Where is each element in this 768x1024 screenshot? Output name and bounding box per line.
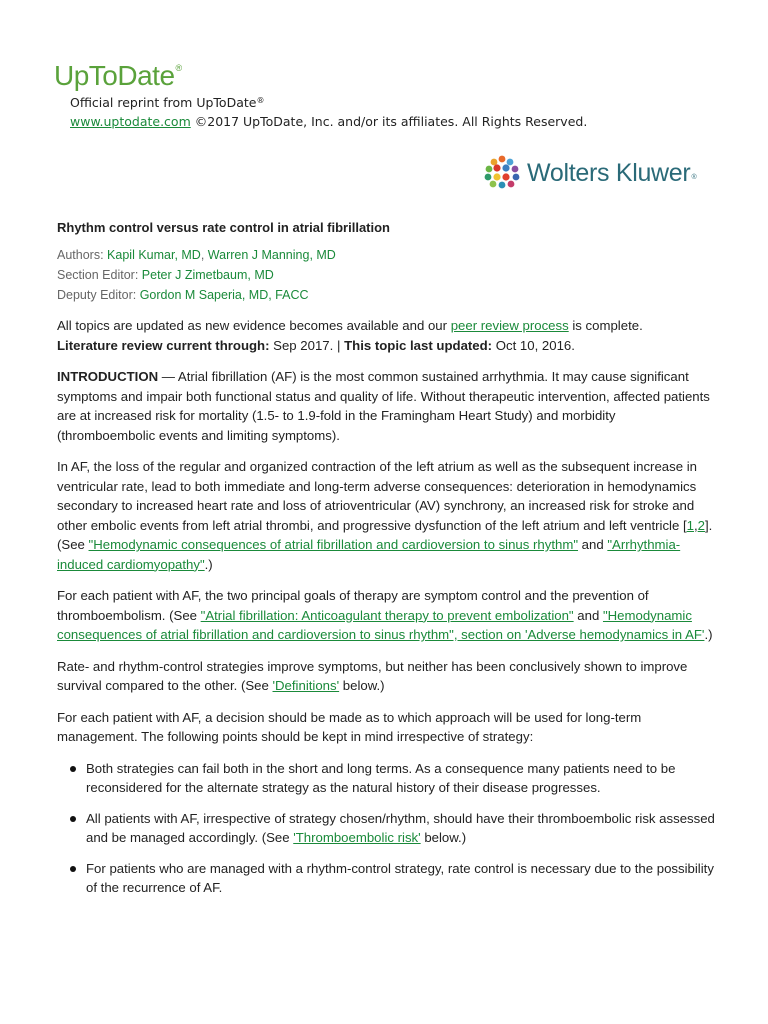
anticoagulant-therapy-link[interactable]: "Atrial fibrillation: Anticoagulant therapy to prevent embolization" [200, 607, 574, 623]
list-item [57, 809, 717, 848]
authors-line [57, 248, 336, 262]
introduction-text: — Atrial fibrillation (AF) is the most common sustained arrhythmia. It may cause significant symptoms and impair both functional status and quality of life. Without therapeutic intervention, affected patients are at increased risk for mortality (1.5- to 1.9-fold in the Framingham Heart Study) and morbidity (thromboembolic events and limiting symptoms). [57, 369, 710, 443]
article-title: Rhythm control versus rate control in atrial fibrillation [57, 220, 390, 235]
hemodynamic-consequences-link[interactable]: "Hemodynamic consequences of atrial fibrillation and cardioversion to sinus rhythm" [88, 537, 579, 552]
reference-link-1[interactable]: 1 [686, 517, 694, 533]
wolters-kluwer-logo [483, 154, 697, 192]
bullet-text-3: For patients who are managed with a rhythm-control strategy, rate control is necessary due to the possibility of the recurrence of AF. [86, 860, 714, 895]
last-updated-label: This topic last updated: [344, 337, 493, 353]
last-updated-date: Oct 10, 2016. [492, 337, 575, 353]
consequences-paragraph [57, 457, 717, 574]
goals-end-text: .) [704, 627, 713, 642]
reprint-text: Official reprint from UpToDate [70, 95, 257, 110]
deputy-editor-line [57, 288, 309, 302]
management-paragraph: For each patient with AF, a decision should be made as to which approach will be used for long-term management. The following points should be kept in mind irrespective of strategy: [57, 709, 642, 744]
goals-text: For each patient with AF, the two principal goals of therapy are symptom control and the prevention of thromboembolism. (See [57, 588, 649, 623]
bullet-text-2: All patients with AF, irrespective of strategy chosen/rhythm, should have their thromboembolic risk assessed and be managed accordingly. (See [86, 810, 715, 845]
deputy-editor-label: Deputy Editor: [57, 288, 137, 302]
goals-paragraph [57, 586, 717, 645]
publisher-registered-mark: ® [691, 173, 697, 181]
section-editor-label: Section Editor: [57, 268, 139, 282]
site-link[interactable]: www.uptodate.com [70, 114, 191, 129]
logo-registered-mark: ® [175, 63, 182, 73]
bullet-icon [70, 766, 76, 772]
bullet-icon [70, 866, 76, 872]
introduction-heading: INTRODUCTION [57, 369, 159, 384]
consequences-and-text: and [578, 537, 608, 552]
literature-review-date: Sep 2017. [269, 337, 334, 353]
strategy-points-list [57, 759, 717, 898]
goals-and-text: and [573, 607, 603, 623]
thromboembolic-risk-link[interactable]: 'Thromboembolic risk' [293, 830, 421, 845]
strategies-text: Rate- and rhythm-control strategies improve symptoms, but neither has been conclusively shown to improve survival compared to the other. (See [57, 658, 688, 693]
list-item [57, 859, 717, 898]
reprint-registered-mark: ® [256, 96, 265, 105]
section-editor-link[interactable]: Peter J Zimetbaum, MD [141, 268, 274, 282]
review-status [57, 316, 717, 355]
copyright-text: ©2017 UpToDate, Inc. and/or its affiliates. All Rights Reserved. [190, 114, 588, 129]
peer-review-link[interactable]: peer review process [450, 318, 569, 333]
author-separator: , [200, 248, 208, 262]
reference-link-2[interactable]: 2 [697, 517, 705, 533]
definitions-link[interactable]: 'Definitions' [272, 678, 340, 693]
consequences-see-text: ]. (See [57, 517, 713, 552]
reference-separator: , [693, 517, 698, 533]
list-item [57, 759, 717, 798]
strategies-paragraph [57, 657, 717, 696]
wolters-kluwer-globe-icon [483, 154, 521, 192]
consequences-text: In AF, the loss of the regular and organized contraction of the left atrium as well as the subsequent increase in ventricular rate, lead to both immediate and long-term adverse consequences: deterioration in hemodynamics secondary to increased heart rate and loss of atrioventricular (AV) synchrony, an increased risk for stroke and other embolic events from left atrial thrombi, and progressive dysfunction of the left atrium and left ventricle [ [57, 459, 697, 533]
review-intro-text: All topics are updated as new evidence becomes available and our [57, 318, 451, 333]
consequences-end-text: .) [204, 556, 213, 572]
article-body [57, 316, 717, 909]
author-link-manning[interactable]: Warren J Manning, MD [207, 248, 336, 262]
reprint-notice [70, 97, 264, 110]
introduction-paragraph [57, 367, 717, 445]
arrhythmia-cardiomyopathy-link[interactable]: "Arrhythmia-induced cardiomyopathy" [57, 537, 681, 572]
copyright-line [70, 116, 587, 129]
bullet-icon [70, 816, 76, 822]
logo-text: UpToDate [54, 60, 175, 91]
strategies-end-text: below.) [339, 678, 385, 693]
authors-label: Authors: [57, 248, 104, 262]
bullet-text-1: Both strategies can fail both in the short and long terms. As a consequence many patients need to be reconsidered for the alternate strategy as the natural history of their disease progresses. [86, 760, 676, 795]
bullet-2-end: below.) [420, 830, 467, 845]
status-separator: | [333, 337, 345, 353]
uptodate-logo [54, 62, 182, 90]
publisher-name: Wolters Kluwer [527, 158, 691, 187]
author-link-kumar[interactable]: Kapil Kumar, MD [107, 248, 201, 262]
deputy-editor-link[interactable]: Gordon M Saperia, MD, FACC [139, 288, 309, 302]
literature-review-label: Literature review current through: [57, 337, 270, 353]
section-editor-line [57, 268, 274, 282]
review-suffix: is complete. [568, 318, 643, 333]
adverse-hemodynamics-link[interactable]: "Hemodynamic consequences of atrial fibrillation and cardioversion to sinus rhythm", section on 'Adverse hemodynamics in AF' [57, 607, 705, 642]
